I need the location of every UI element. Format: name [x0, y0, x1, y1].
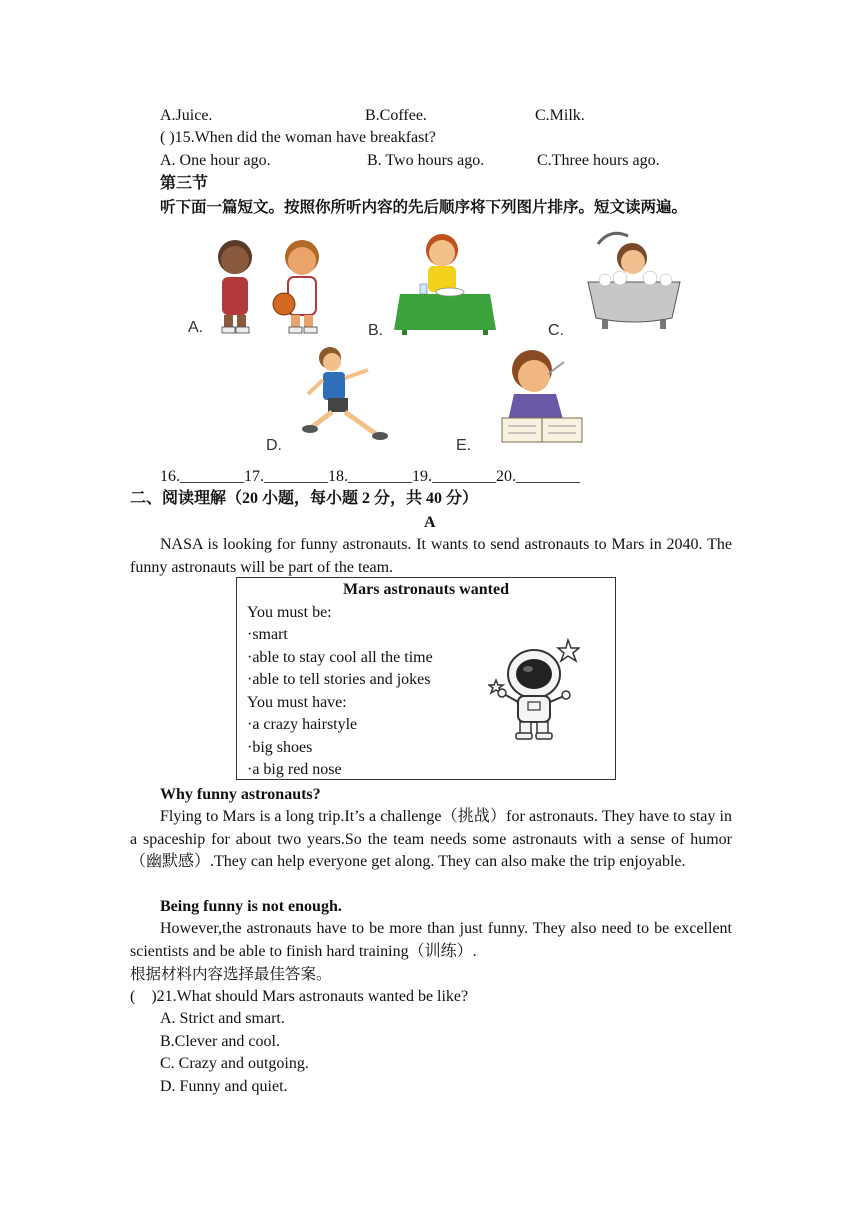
- question-21-option-a: A. Strict and smart.: [160, 1010, 285, 1027]
- wanted-ad-item: ·a crazy hairstyle: [247, 716, 358, 733]
- picture-label-b: B.: [368, 322, 384, 339]
- question-15-option-a: A. One hour ago.: [160, 152, 271, 169]
- section-3-heading: 第三节: [160, 175, 209, 192]
- wanted-ad-item: You must be:: [247, 604, 332, 621]
- option-a: A.Juice.: [160, 107, 213, 124]
- question-21-option-d: D. Funny and quiet.: [160, 1078, 288, 1095]
- picture-sequence-panel: [180, 222, 700, 462]
- picture-e-studying-boy: [502, 350, 582, 442]
- wanted-ad-title: Mars astronauts wanted: [343, 581, 509, 598]
- question-15-stem: ( )15.When did the woman have breakfast?: [160, 129, 436, 146]
- option-c: C.Milk.: [535, 107, 585, 124]
- wanted-ad-item: You must have:: [247, 694, 347, 711]
- question-21-stem: ( )21.What should Mars astronauts wanted be like?: [130, 988, 469, 1005]
- passage-label: A: [424, 514, 436, 531]
- wanted-ad-item: ·smart: [247, 626, 288, 643]
- answer-blanks-16-20: 16.________17.________18.________19.________20.________: [160, 468, 580, 485]
- paragraph-2: [130, 918, 732, 963]
- subheading-why-funny: Why funny astronauts?: [160, 786, 321, 803]
- picture-c-bathing-boy: [588, 233, 680, 329]
- picture-d-running-boy: [302, 347, 388, 440]
- picture-b-eating-boy: [394, 234, 496, 335]
- section-3-instruction: 听下面一篇短文。按照你所听内容的先后顺序将下列图片排序。短文读两遍。: [160, 198, 688, 216]
- answer-instruction: 根据材料内容选择最佳答案。: [130, 965, 332, 983]
- subheading-not-enough: Being funny is not enough.: [160, 898, 342, 915]
- passage-intro: [130, 534, 732, 579]
- question-21-option-c: C. Crazy and outgoing.: [160, 1055, 309, 1072]
- picture-a-basketball-boys: [218, 240, 319, 333]
- paragraph-2-text: However,the astronauts have to be more than just funny. They also need to be excellent scientists and be able to finish hard training（训练）.: [130, 920, 732, 960]
- astronaut-illustration: [488, 636, 580, 740]
- wanted-ad-item: ·able to stay cool all the time: [247, 649, 433, 666]
- picture-label-c: C.: [548, 322, 564, 339]
- question-15-option-b: B. Two hours ago.: [367, 152, 485, 169]
- question-21-option-b: B.Clever and cool.: [160, 1033, 280, 1050]
- part-2-heading: 二、阅读理解（20 小题，每小题 2 分，共 40 分）: [130, 490, 479, 507]
- paragraph-1: [130, 806, 732, 874]
- picture-label-e: E.: [456, 437, 472, 454]
- wanted-ad-item: ·big shoes: [247, 739, 313, 756]
- passage-intro-text: NASA is looking for funny astronauts. It wants to send astronauts to Mars in 2040. The funny astronauts will be part of the team.: [130, 536, 732, 576]
- paragraph-1-text: Flying to Mars is a long trip.It’s a challenge（挑战）for astronauts. They have to stay in a spaceship for about two years.So the team needs some astronauts with a sense of humor（幽默感）.They can help everyone get along. They can also make the trip enjoyable.: [130, 808, 732, 871]
- option-b: B.Coffee.: [365, 107, 427, 124]
- picture-label-d: D.: [266, 437, 282, 454]
- wanted-ad-item: ·a big red nose: [247, 761, 342, 778]
- question-15-option-c: C.Three hours ago.: [537, 152, 660, 169]
- picture-label-a: A.: [188, 319, 204, 336]
- wanted-ad-item: ·able to tell stories and jokes: [247, 671, 431, 688]
